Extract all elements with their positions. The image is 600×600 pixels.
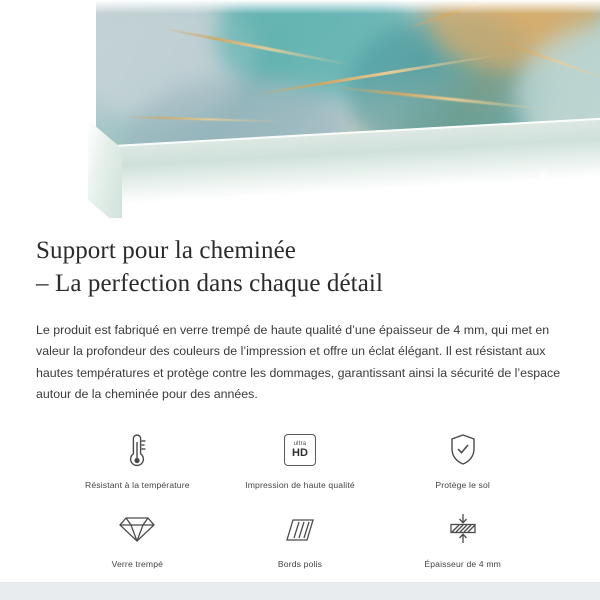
feature-item-print-quality xyxy=(219,427,382,490)
description-paragraph: Le produit est fabriqué en verre trempé de haute qualité d’une épaisseur de 4 mm, qui met en valeur la profondeur des couleurs de l’impression et offre un éclat élégant. Il est résistant aux hautes températures et protège contre les dommages, garantissant ainsi la sécurité de l’espace autour de la cheminée pour des années. xyxy=(36,323,561,401)
headline-line-2: – La perfection dans chaque détail xyxy=(36,270,383,297)
badge-bottom-text: HD xyxy=(292,447,308,460)
feature-grid xyxy=(36,427,564,569)
feature-label: Bords polis xyxy=(277,559,323,570)
page-title xyxy=(36,234,564,300)
text-content xyxy=(0,234,600,569)
feature-label: Impression de haute qualité xyxy=(245,480,355,491)
feature-label: Résistant à la température xyxy=(84,480,190,491)
feature-item-tempered-glass xyxy=(56,506,219,569)
feature-item-polished-edges xyxy=(219,506,382,569)
ultra-hd-badge-icon xyxy=(284,427,316,473)
diamond-icon xyxy=(118,506,156,552)
badge-top-text: ultra xyxy=(293,441,307,448)
feature-label: Épaisseur de 4 mm xyxy=(424,559,501,570)
thermometer-icon xyxy=(120,427,154,473)
polished-edges-icon xyxy=(283,506,317,552)
feature-item-thickness xyxy=(381,506,544,569)
hero-image xyxy=(0,0,600,218)
headline-line-1: Support pour la cheminée xyxy=(36,237,296,264)
shield-check-icon xyxy=(446,427,480,473)
thickness-arrows-icon xyxy=(443,506,483,552)
hero-top-fade xyxy=(0,0,600,14)
feature-label: Verre trempé xyxy=(111,559,164,570)
feature-label: Protège le sol xyxy=(435,480,490,491)
sparkle-small-icon xyxy=(560,190,576,206)
feature-item-temperature xyxy=(56,427,219,490)
footer-bar xyxy=(0,582,600,600)
feature-item-floor-protection xyxy=(381,427,544,490)
